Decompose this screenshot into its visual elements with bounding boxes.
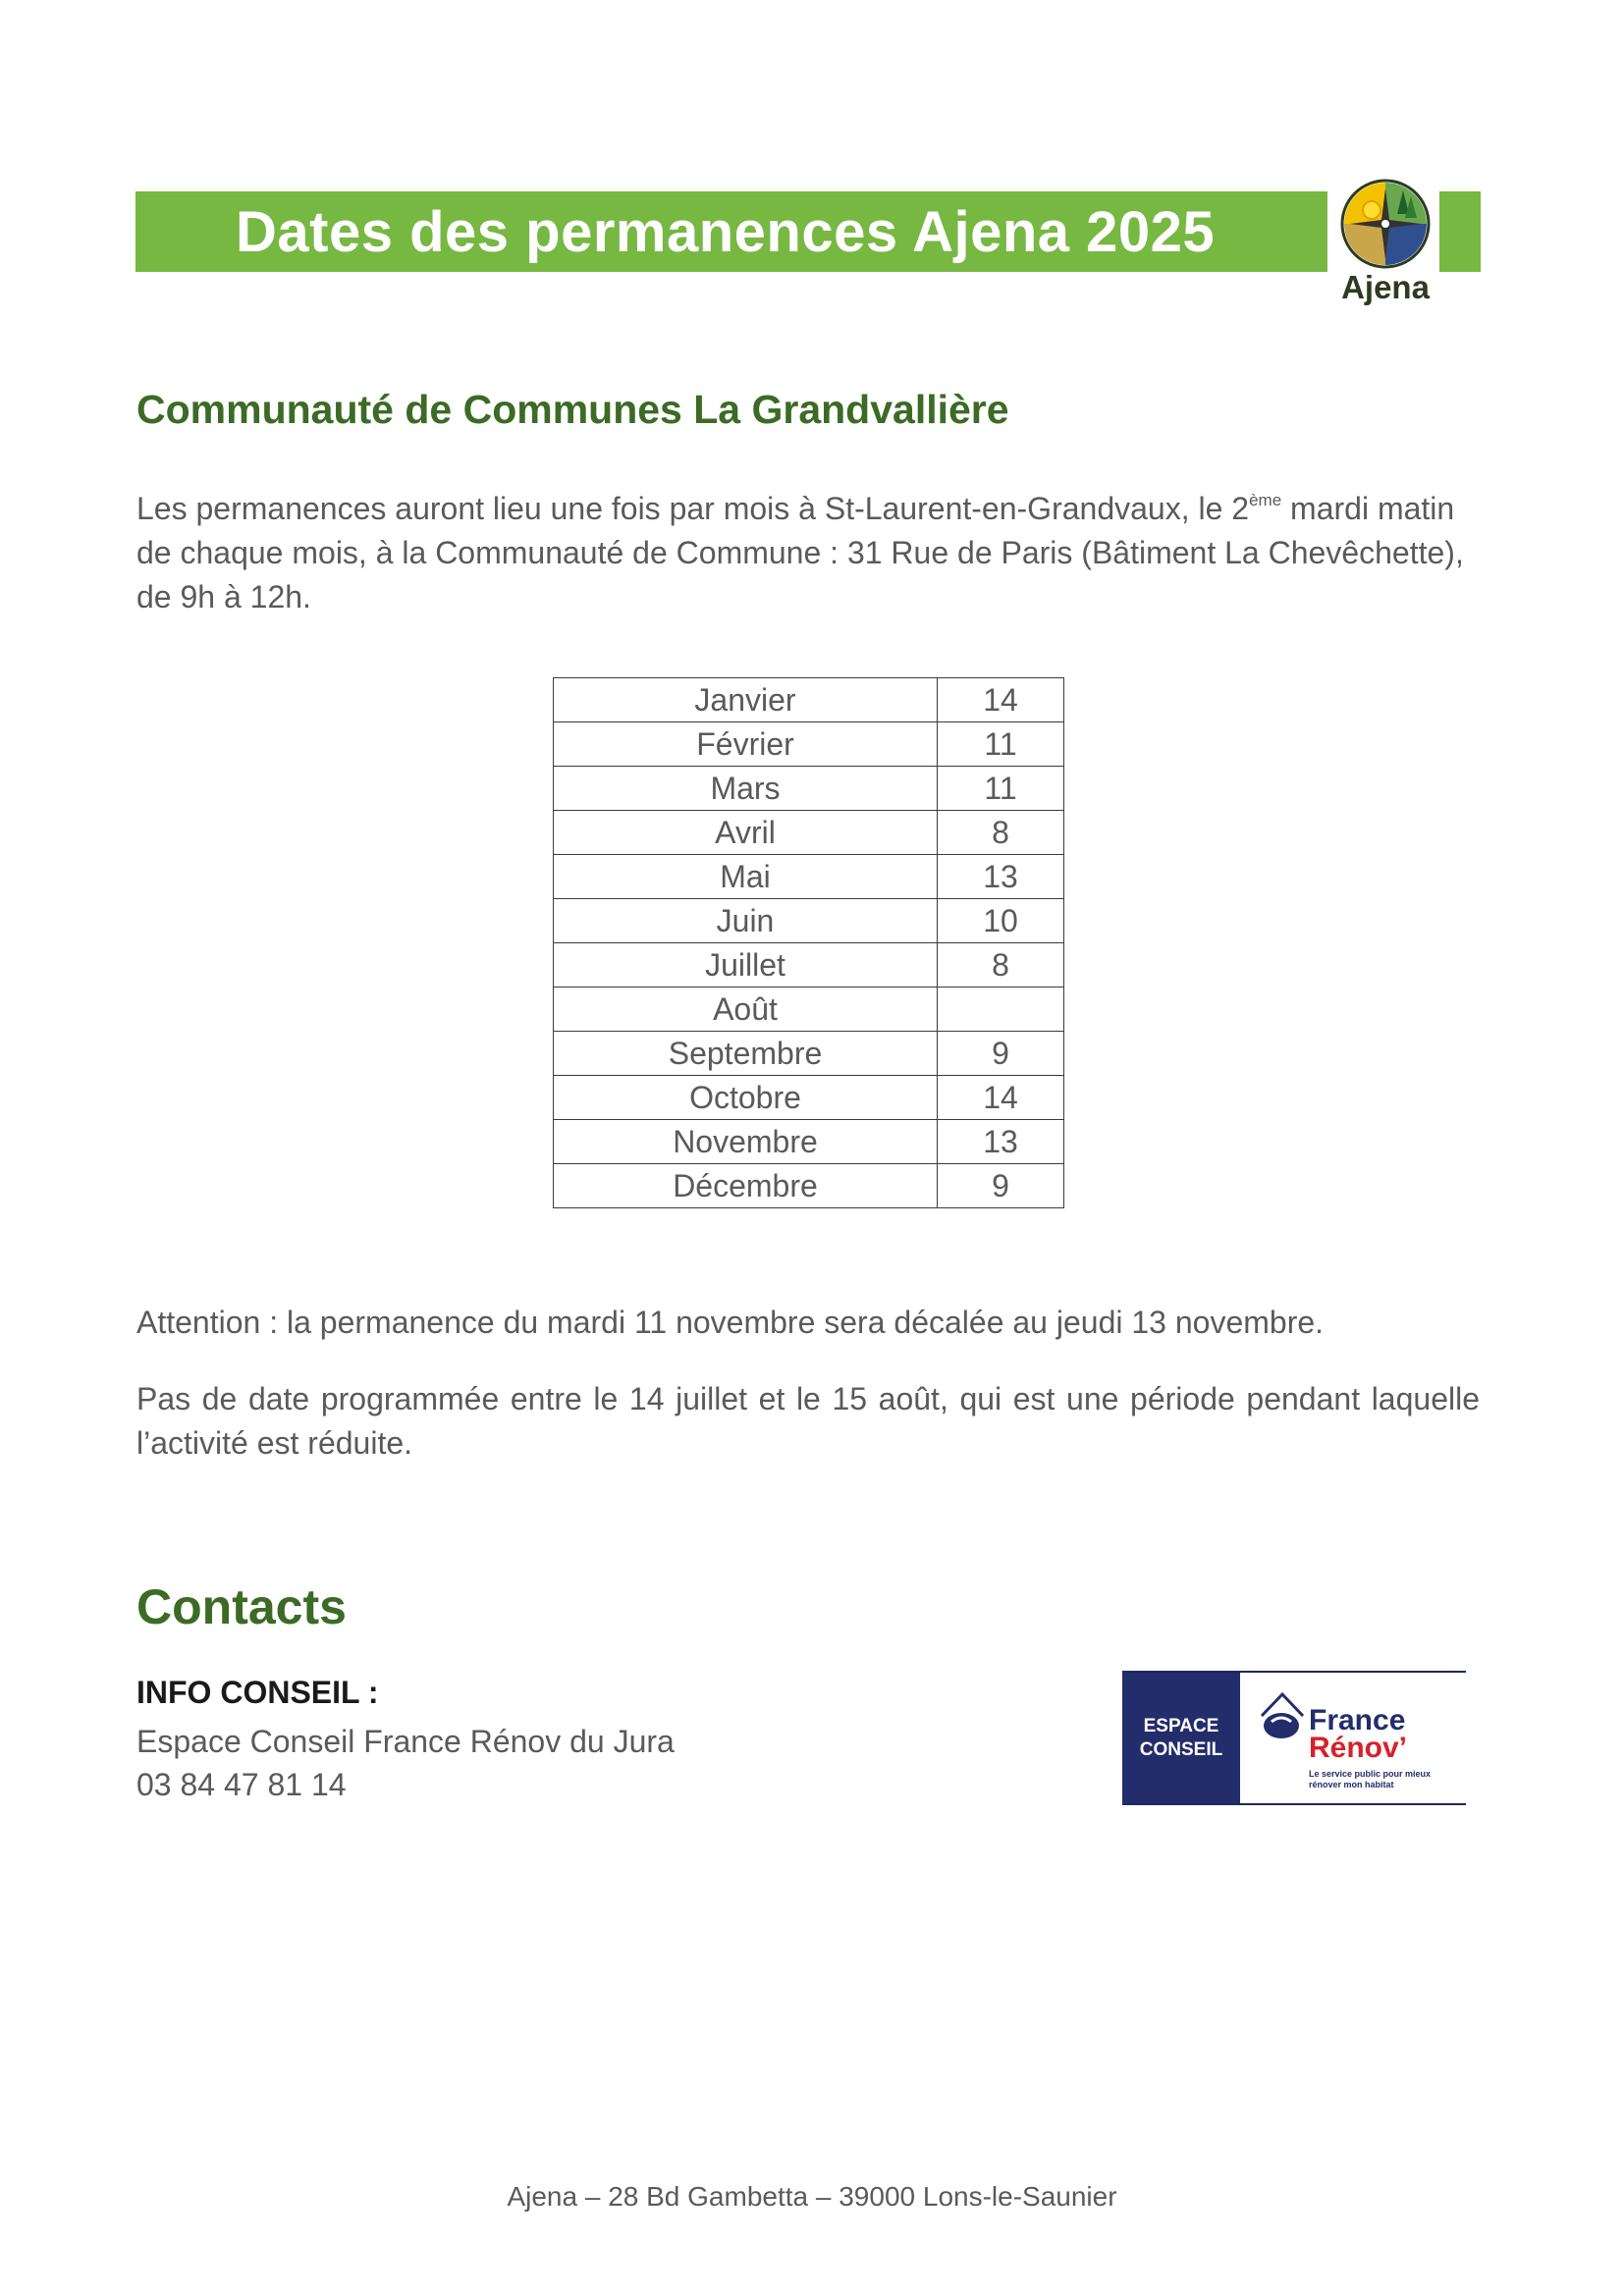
month-cell: Octobre xyxy=(554,1076,938,1120)
intro-text-part2: mardi matin de chaque mois, à la Communauté de Commune : 31 Rue de Paris (Bâtiment La Chevêchette), de 9h à 12h. xyxy=(136,491,1464,614)
month-cell: Décembre xyxy=(554,1164,938,1208)
header-green-bar-end xyxy=(1439,191,1481,272)
intro-superscript: ème xyxy=(1249,491,1282,509)
month-cell: Mai xyxy=(554,855,938,899)
intro-paragraph xyxy=(136,487,1480,619)
month-cell: Septembre xyxy=(554,1032,938,1076)
table-row xyxy=(554,1076,1064,1120)
month-cell: Mars xyxy=(554,767,938,811)
house-icon xyxy=(1258,1688,1307,1749)
contact-phone: 03 84 47 81 14 xyxy=(136,1767,347,1802)
table-row xyxy=(554,1032,1064,1076)
contacts-title: Contacts xyxy=(136,1579,347,1634)
logo-wordmark: Ajena xyxy=(1341,269,1430,305)
day-cell: 8 xyxy=(938,943,1064,988)
month-cell: Novembre xyxy=(554,1120,938,1164)
france-renov-brand xyxy=(1240,1673,1466,1803)
day-cell: 13 xyxy=(938,855,1064,899)
table-row xyxy=(554,855,1064,899)
espace-label: ESPACE xyxy=(1143,1715,1219,1736)
table-row xyxy=(554,811,1064,855)
header-banner xyxy=(135,191,1481,272)
espace-conseil-block xyxy=(1122,1673,1240,1803)
month-cell: Janvier xyxy=(554,678,938,722)
day-cell: 11 xyxy=(938,767,1064,811)
footer-address: Ajena – 28 Bd Gambetta – 39000 Lons-le-Saunier xyxy=(507,2181,1117,2212)
table-row xyxy=(554,678,1064,722)
month-cell: Juillet xyxy=(554,943,938,988)
section-title: Communauté de Communes La Grandvallière xyxy=(136,387,1009,432)
contact-name: Espace Conseil France Rénov du Jura xyxy=(136,1724,675,1759)
month-cell: Juin xyxy=(554,899,938,943)
day-cell: 10 xyxy=(938,899,1064,943)
attention-note: Attention : la permanence du mardi 11 novembre sera décalée au jeudi 13 novembre. xyxy=(136,1305,1325,1340)
day-cell: 13 xyxy=(938,1120,1064,1164)
ajena-compass-icon xyxy=(1338,177,1433,271)
month-cell: Avril xyxy=(554,811,938,855)
table-row xyxy=(554,767,1064,811)
conseil-label: CONSEIL xyxy=(1139,1738,1223,1760)
day-cell: 14 xyxy=(938,678,1064,722)
summer-note: Pas de date programmée entre le 14 juillet et le 15 août, qui est une période pendant laquelle l’activité est réduite. xyxy=(136,1381,1480,1461)
month-cell: Février xyxy=(554,722,938,767)
intro-text-part1: Les permanences auront lieu une fois par mois à St-Laurent-en-Grandvaux, le 2 xyxy=(136,491,1250,526)
table-row xyxy=(554,722,1064,767)
ajena-logo xyxy=(1331,177,1439,314)
info-conseil-label: INFO CONSEIL : xyxy=(136,1675,379,1710)
table-row xyxy=(554,899,1064,943)
france-wordmark: France xyxy=(1309,1704,1406,1736)
day-cell: 8 xyxy=(938,811,1064,855)
day-cell: 11 xyxy=(938,722,1064,767)
schedule-table xyxy=(553,677,1064,1208)
france-renov-logo xyxy=(1122,1671,1466,1805)
day-cell: 9 xyxy=(938,1032,1064,1076)
table-row xyxy=(554,1120,1064,1164)
table-row xyxy=(554,988,1064,1032)
day-cell: 9 xyxy=(938,1164,1064,1208)
month-cell: Août xyxy=(554,988,938,1032)
table-row xyxy=(554,1164,1064,1208)
day-cell: 14 xyxy=(938,1076,1064,1120)
day-cell xyxy=(938,988,1064,1032)
page-title: Dates des permanences Ajena 2025 xyxy=(236,200,1216,264)
renov-wordmark: Rénov’ xyxy=(1309,1732,1408,1764)
table-row xyxy=(554,943,1064,988)
france-renov-tagline: Le service public pour mieux rénover mon habitat xyxy=(1309,1769,1432,1789)
